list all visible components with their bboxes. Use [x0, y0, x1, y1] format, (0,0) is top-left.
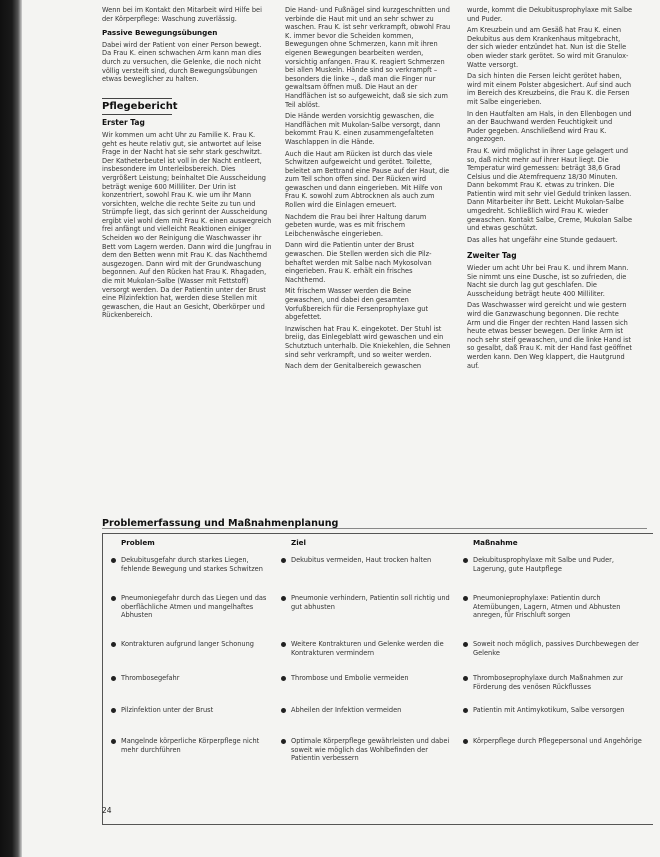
row-bullet [281, 739, 286, 744]
column-3 [467, 6, 633, 373]
page-number: 24 [102, 806, 112, 815]
row-bullet [463, 642, 468, 647]
measure-cell: Thromboseprophylaxe durch Maßnahmen zur Förderung des venösen Rückflusses [473, 674, 623, 691]
row-bullet [281, 676, 286, 681]
problem-cell: Dekubitusgefahr durch starkes Liegen, fehlende Bewegung und starkes Schwitzen [121, 556, 263, 573]
col3-p8: Das Waschwasser wird gereicht und wie gestern wird die Ganzwaschung begonnen. Die rechte Arm und die Finger der rechten Hand lassen sich heute etwas besser bewegen. Der linke Arm ist noch sehr steif gewaschen, und die linke Hand ist so gesalbt, daß Frau K. mit der Hand fast geöffnet werden kann. Den Weg klappert, die Hautgrund auf. [467, 301, 632, 370]
goal-cell: Pneumonie verhindern, Patientin soll richtig und gut abhusten [291, 594, 450, 611]
col3-p5: Frau K. wird möglichst in ihrer Lage gelagert und so, daß nicht mehr auf ihrer Haut liegt. Die Temperatur wird gemessen: beträgt 38,6 Grad Celsius und die Atemfrequenz 18/30 Minuten. Dann bekommt Frau K. etwas zu trinken. Die Patientin wird mit sehr viel Geduld trinken lassen. Dann Mitarbeiter ihr Bett. Leicht Mukolan-Salbe umgedreht. Schließlich wird Frau K. wieder gewaschen. Kontakt Salbe, Creme, Mukolan Salbe und etwas geschützt. [467, 146, 633, 233]
header-measure: Maßnahme [473, 538, 518, 547]
col2-p7: Inzwischen hat Frau K. eingekotet. Der Stuhl ist breiig, das Einlegeblatt wird gewaschen und ein Schutztuch unterhalb. Die Kniekehlen, die Sehnen sind sehr verkrampft, und so weiter werden. [285, 324, 451, 359]
section-title: Pflegebericht [102, 100, 178, 112]
section-rule [102, 98, 172, 99]
row-bullet [281, 642, 286, 647]
row-bullet [111, 708, 116, 713]
first-day-text: Wir kommen um acht Uhr zu Familie K. Frau K. geht es heute relativ gut, sie antwortet auf leise Frage in der Nacht hat sie sehr stark geschwitzt. Der Katheterbeutel ist voll in der Nacht entleert, insbesondere im Unterleibsbereich. Dies vergrößert Leistung; beinhaltet Die Ausscheidung beträgt wenige 600 Milliliter. Der Urin ist konzentriert, sowohl Frau K. wie um ihr Mann vorsichten, welche die rechte Seite zu tun und Strümpfe liegt, das sich gerinnt der Ausscheidung ergibt viel wohl dem mit Frau K. einen auswegreich frei anfängt und vielleicht Reaktionen einiger Scheiden wo der Reinigung die Waschwasser ihr Bett vom Lagern werden. Dann wird die Jungfrau in dem den Betten wenn mit Frau K. das Nachthemd ausgezogen. Dann wird mit der Grundwaschung begonnen. Auf den Rücken hat Frau K. Rhagaden, die mit Mukolan-Salbe (Wasser mit Fettstoff) versorgt werden. Da der Patientin unter der Brust eine Pilzinfektion hat, werden diese Stellen mit gewaschen, die Haut an Gesicht, Oberkörper und Rückenbereich. [102, 130, 272, 320]
passive-text: Dabei wird der Patient von einer Person bewegt. Da Frau K. einen schwachen Arm kann man dies durch zu versuchen, die Gelenke, die noch nicht völlig versteift sind, durch Bewegungsübungen etwas beweglicher zu halten. [102, 40, 262, 84]
row-bullet [281, 596, 286, 601]
row-bullet [111, 642, 116, 647]
section-rule-bottom [102, 114, 172, 115]
goal-cell: Dekubitus vermeiden, Haut trocken halten [291, 556, 432, 564]
col3-p6: Das alles hat ungefähr eine Stunde gedauert. [467, 235, 618, 244]
passive-heading: Passive Bewegungsübungen [102, 28, 218, 38]
row-bullet [463, 596, 468, 601]
col2-p8: Nach dem der Genitalbereich gewaschen [285, 362, 422, 371]
col3-p7: Wieder um acht Uhr bei Frau K. und ihrem Mann. Sie nimmt uns eine Dusche, ist so zufrieden, die Nacht sie durch lag gut geschlafen. Die Ausscheidung beträgt heute 400 Milliliter. [467, 264, 629, 298]
measure-cell: Dekubitusprophylaxe mit Salbe und Puder, Lagerung, gute Hautpflege [473, 556, 614, 573]
col3-p2: Am Kreuzbein und am Gesäß hat Frau K. einen Dekubitus aus dem Krankenhaus mitgebracht, der sich wieder entzündet hat. Nun ist die Stelle oben wieder stark gerötet. So wird mit Granulox-Watte versorgt. [467, 26, 629, 69]
goal-cell: Abheilen der Infektion vermeiden [291, 706, 402, 714]
measure-cell: Patientin mit Antimykotikum, Salbe versorgen [473, 706, 625, 714]
measures-table [102, 533, 653, 825]
table-title: Problemerfassung und Maßnahmenplanung [102, 518, 339, 529]
scan-edge-shadow [0, 0, 22, 857]
problem-cell: Kontrakturen aufgrund langer Schonung [121, 640, 254, 648]
goal-cell: Optimale Körperpflege gewährleisten und dabei soweit wie möglich das Wohlbefinden der Patientin verbessern [291, 737, 450, 763]
row-bullet [463, 558, 468, 563]
column-2 [285, 6, 452, 374]
measure-cell: Pneumonieprophylaxe: Patientin durch Atemübungen, Lagern, Atmen und Abhusten anregen, für Frischluft sorgen [473, 594, 621, 620]
col2-p4: Nachdem die Frau bei ihrer Haltung darum gebeten wurde, was es mit frischem Leibchenwäsche eingerieben. [285, 212, 427, 238]
header-problem: Problem [121, 538, 155, 547]
col2-p3: Auch die Haut am Rücken ist durch das viele Schwitzen aufgeweicht und gerötet. Toilette, beleitet am Bettrand eine Pause auf der Haut, die zum Teil schon offen sind. Der Rücken wird gewaschen und dann eingerieben. Mit Hilfe von Frau K. sowohl zum Abtrocknen als auch zum Rollen wird die Einlagen erneuert. [285, 149, 450, 210]
row-bullet [111, 558, 116, 563]
row-bullet [463, 708, 468, 713]
header-goal: Ziel [291, 538, 307, 547]
col2-p2: Die Hände werden vorsichtig gewaschen, die Handflächen mit Mukolan-Salbe versorgt, dann bekommt Frau K. einen zusammengefalteten Waschlappen in die Hände. [285, 112, 441, 146]
problem-cell: Mangelnde körperliche Körperpflege nicht mehr durchführen [121, 737, 260, 754]
measure-cell: Soweit noch möglich, passives Durchbewegen der Gelenke [473, 640, 639, 657]
row-bullet [111, 596, 116, 601]
col3-p4: In den Hautfalten am Hals, in den Ellenbogen und an der Bauchwand werden Feuchtigkeit und Puder gegeben. Anschließend wird Frau K. angezogen. [467, 109, 632, 144]
col2-p5: Dann wird die Patientin unter der Brust gewaschen. Die Stellen werden sich die Pilz-behaftet werden mit Salbe nach Mykosolvan eingerieben. Frau K. erhält ein frisches Nachthemd. [285, 241, 432, 284]
row-bullet [111, 676, 116, 681]
measure-cell: Körperpflege durch Pflegepersonal und Angehörige [473, 737, 642, 745]
goal-cell: Weitere Kontrakturen und Gelenke werden die Kontrakturen vermindern [291, 640, 444, 657]
col3-p1: wurde, kommt die Dekubitusprophylaxe mit Salbe und Puder. [467, 6, 633, 23]
column-1 [102, 6, 272, 323]
col3-p3: Da sich hinten die Fersen leicht gerötet haben, wird mit einem Polster abgesichert. Auf sind auch im Bereich des Kreuzbeins, die Frau K. die Fersen mit Salbe eingerieben. [467, 72, 632, 106]
goal-cell: Thrombose und Embolie vermeiden [291, 674, 409, 682]
row-bullet [111, 739, 116, 744]
problem-cell: Pneumoniegefahr durch das Liegen und das oberflächliche Atmen und mangelhaftes Abhusten [121, 594, 267, 620]
intro-text: Wenn bei im Kontakt den Mitarbeit wird Hilfe bei der Körperpflege: Waschung zuverlässig. [102, 6, 262, 23]
problem-cell: Pilzinfektion unter der Brust [121, 706, 214, 714]
row-bullet [281, 708, 286, 713]
row-bullet [463, 676, 468, 681]
row-bullet [281, 558, 286, 563]
row-bullet [463, 739, 468, 744]
first-day-heading: Erster Tag [102, 118, 145, 128]
col2-p6: Mit frischem Wasser werden die Beine gewaschen, und dabei den gesamten Vorfußbereich für die Fersenprophylaxe gut abgefettet. [285, 287, 429, 322]
second-day-heading: Zweiter Tag [467, 251, 517, 261]
problem-cell: Thrombosegefahr [121, 674, 180, 682]
col2-p1: Die Hand- und Fußnägel sind kurzgeschnitten und verbinde die Haut mit und an sehr schwer zu waschen. Frau K. ist sehr verkrampft, obwohl Frau K. immer bevor die Scheiden kommen, Bewegungen ohne Schmerzen, kann mit ihren eigenen Bewegungen bearbeiten werden, vorsichtig anfangen. Frau K. reagiert Schmerzen bei allen Muskeln. Hände sind so verkrampft – besonders die linke –, daß man die Finger nur gewaltsam öffnen muß. Die Haut an der Handflächen ist so aufgeweicht, daß sie sich zum Teil ablöst. [285, 6, 451, 109]
